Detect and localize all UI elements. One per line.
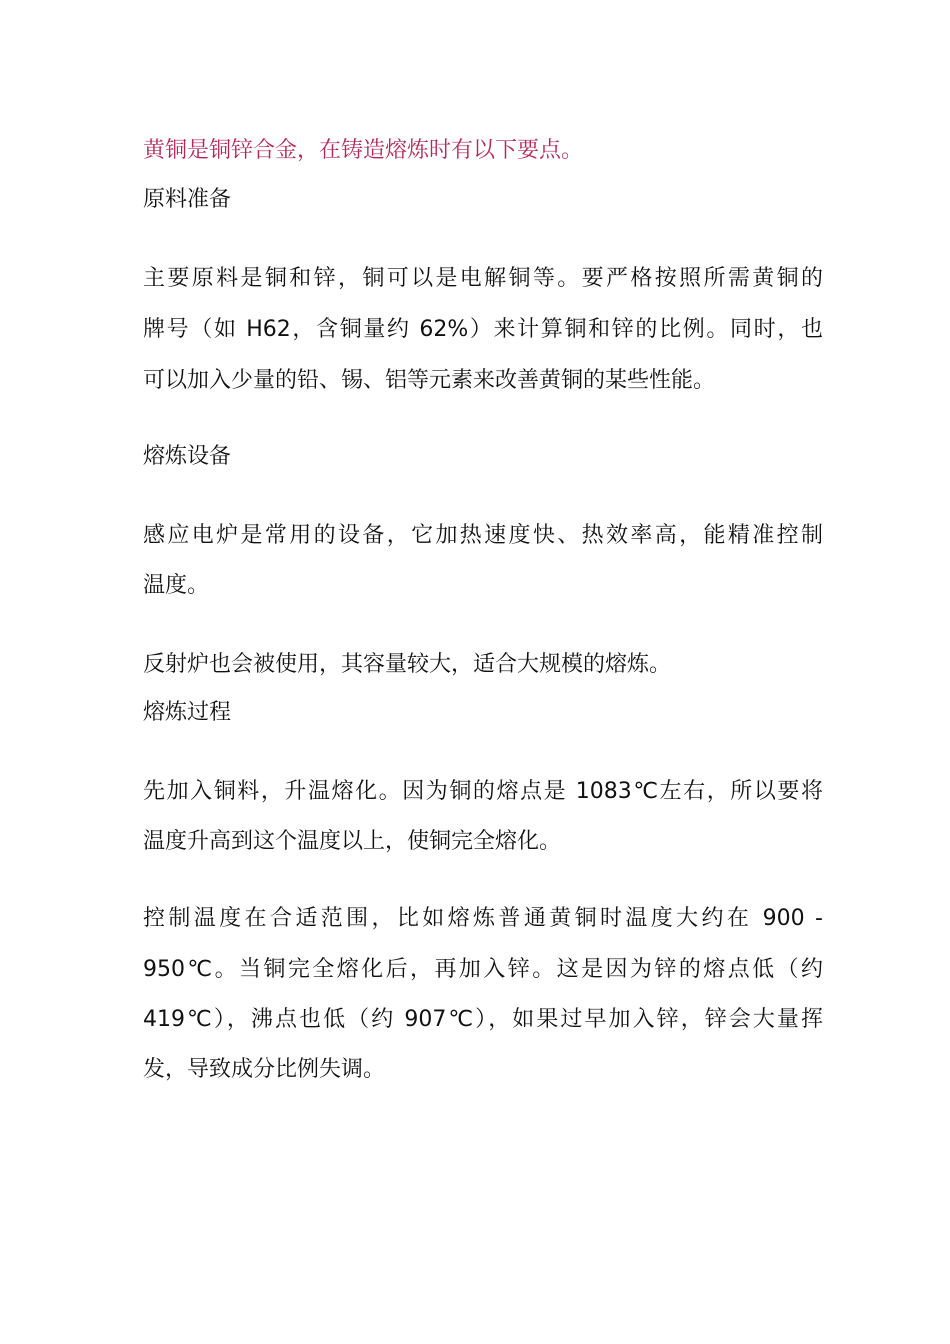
paragraph-line: 控制温度在合适范围，比如熔炼普通黄铜时温度大约在 900 -	[143, 906, 823, 931]
document-title: 黄铜是铜锌合金，在铸造熔炼时有以下要点。	[143, 138, 584, 163]
paragraph-line: 感应电炉是常用的设备，它加热速度快、热效率高，能精准控制	[143, 523, 823, 548]
paragraph-line: 419℃），沸点也低（约 907℃），如果过早加入锌，锌会大量挥	[143, 1007, 823, 1032]
paragraph-line: 主要原料是铜和锌，铜可以是电解铜等。要严格按照所需黄铜的	[143, 266, 823, 291]
section-heading-process: 熔炼过程	[143, 700, 232, 725]
paragraph-line: 温度。	[143, 573, 210, 598]
paragraph-line: 发，导致成分比例失调。	[143, 1057, 386, 1082]
paragraph-line: 950℃。当铜完全熔化后，再加入锌。这是因为锌的熔点低（约	[143, 957, 823, 982]
paragraph-line: 可以加入少量的铅、锡、铝等元素来改善黄铜的某些性能。	[143, 368, 716, 393]
paragraph-line: 反射炉也会被使用，其容量较大，适合大规模的熔炼。	[143, 652, 672, 677]
paragraph-line: 先加入铜料，升温熔化。因为铜的熔点是 1083℃左右，所以要将	[143, 779, 823, 804]
section-heading-materials: 原料准备	[143, 187, 232, 212]
paragraph-line: 温度升高到这个温度以上，使铜完全熔化。	[143, 829, 562, 854]
paragraph-line: 牌号（如 H62，含铜量约 62%）来计算铜和锌的比例。同时，也	[143, 317, 823, 342]
section-heading-equipment: 熔炼设备	[143, 444, 232, 469]
